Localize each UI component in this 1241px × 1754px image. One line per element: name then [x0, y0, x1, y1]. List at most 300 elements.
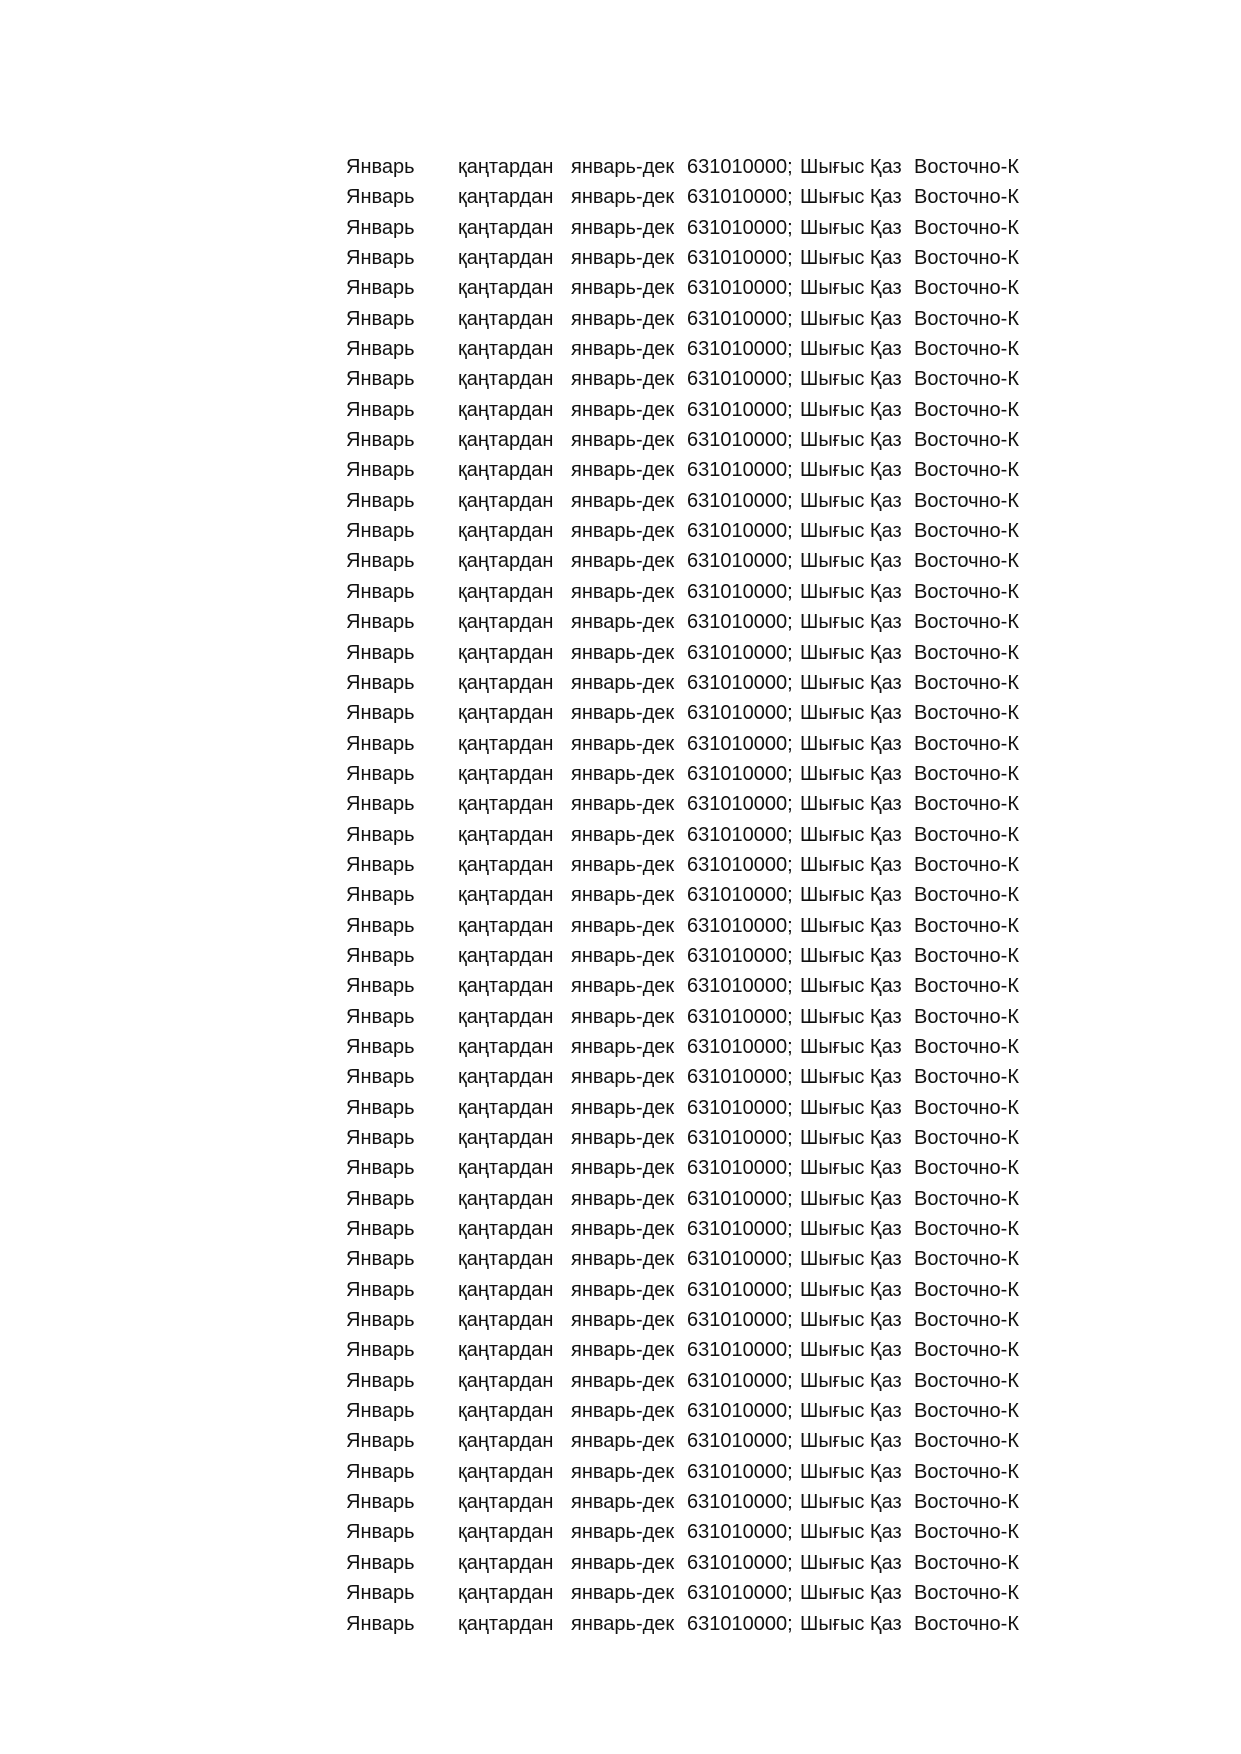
period-ru-cell: январь-дек: [571, 489, 675, 512]
table-row: [346, 971, 1026, 1001]
table-row: [346, 1123, 1026, 1153]
code-cell: 631010000;: [687, 1491, 793, 1514]
code-cell: 631010000;: [687, 1582, 793, 1605]
period-kz-cell: қаңтардан: [458, 1369, 554, 1392]
region-ru-cell: Восточно-К: [914, 1005, 1019, 1028]
region-kz-cell: Шығыс Қаз: [800, 459, 902, 482]
month-cell: Январь: [346, 580, 415, 603]
month-cell: Январь: [346, 1430, 415, 1453]
month-cell: Январь: [346, 216, 415, 239]
period-ru-cell: январь-дек: [571, 1035, 675, 1058]
period-ru-cell: январь-дек: [571, 671, 675, 694]
region-ru-cell: Восточно-К: [914, 975, 1019, 998]
period-ru-cell: январь-дек: [571, 1612, 675, 1635]
table-row: [346, 759, 1026, 789]
period-ru-cell: январь-дек: [571, 1400, 675, 1423]
period-ru-cell: январь-дек: [571, 702, 675, 725]
period-kz-cell: қаңтардан: [458, 1339, 554, 1362]
table-row: [346, 1093, 1026, 1123]
region-ru-cell: Восточно-К: [914, 1035, 1019, 1058]
region-kz-cell: Шығыс Қаз: [800, 156, 902, 178]
month-cell: Январь: [346, 1005, 415, 1028]
region-kz-cell: Шығыс Қаз: [800, 550, 902, 573]
region-kz-cell: Шығыс Қаз: [800, 853, 902, 876]
code-cell: 631010000;: [687, 247, 793, 270]
code-cell: 631010000;: [687, 914, 793, 937]
month-cell: Январь: [346, 368, 415, 391]
code-cell: 631010000;: [687, 944, 793, 967]
month-cell: Январь: [346, 1491, 415, 1514]
period-ru-cell: январь-дек: [571, 1248, 675, 1271]
month-cell: Январь: [346, 914, 415, 937]
code-cell: 631010000;: [687, 1309, 793, 1332]
code-cell: 631010000;: [687, 1035, 793, 1058]
table-row: [346, 820, 1026, 850]
month-cell: Январь: [346, 489, 415, 512]
month-cell: Январь: [346, 1400, 415, 1423]
month-cell: Январь: [346, 671, 415, 694]
period-ru-cell: январь-дек: [571, 1460, 675, 1483]
code-cell: 631010000;: [687, 1521, 793, 1544]
region-ru-cell: Восточно-К: [914, 459, 1019, 482]
period-ru-cell: январь-дек: [571, 247, 675, 270]
region-ru-cell: Восточно-К: [914, 884, 1019, 907]
period-ru-cell: январь-дек: [571, 641, 675, 664]
code-cell: 631010000;: [687, 1339, 793, 1362]
month-cell: Январь: [346, 1460, 415, 1483]
code-cell: 631010000;: [687, 1400, 793, 1423]
region-ru-cell: Восточно-К: [914, 1248, 1019, 1271]
table-row: [346, 577, 1026, 607]
period-kz-cell: қаңтардан: [458, 944, 554, 967]
period-ru-cell: январь-дек: [571, 1491, 675, 1514]
period-kz-cell: қаңтардан: [458, 186, 554, 209]
region-ru-cell: Восточно-К: [914, 368, 1019, 391]
table-row: [346, 1609, 1026, 1639]
month-cell: Январь: [346, 944, 415, 967]
table-row: [346, 1396, 1026, 1426]
month-cell: Январь: [346, 641, 415, 664]
month-cell: Январь: [346, 1066, 415, 1089]
region-kz-cell: Шығыс Қаз: [800, 1187, 902, 1210]
code-cell: 631010000;: [687, 186, 793, 209]
code-cell: 631010000;: [687, 1460, 793, 1483]
region-kz-cell: Шығыс Қаз: [800, 1218, 902, 1241]
code-cell: 631010000;: [687, 975, 793, 998]
region-kz-cell: Шығыс Қаз: [800, 1612, 902, 1635]
period-kz-cell: қаңтардан: [458, 1157, 554, 1180]
code-cell: 631010000;: [687, 156, 793, 178]
period-kz-cell: қаңтардан: [458, 1035, 554, 1058]
code-cell: 631010000;: [687, 1187, 793, 1210]
period-kz-cell: қаңтардан: [458, 1096, 554, 1119]
region-kz-cell: Шығыс Қаз: [800, 884, 902, 907]
period-kz-cell: қаңтардан: [458, 277, 554, 300]
month-cell: Январь: [346, 1096, 415, 1119]
region-kz-cell: Шығыс Қаз: [800, 1430, 902, 1453]
table-row: [346, 1244, 1026, 1274]
month-cell: Январь: [346, 611, 415, 634]
code-cell: 631010000;: [687, 1278, 793, 1301]
month-cell: Январь: [346, 247, 415, 270]
period-kz-cell: қаңтардан: [458, 338, 554, 361]
region-ru-cell: Восточно-К: [914, 489, 1019, 512]
table-row: [346, 880, 1026, 910]
region-ru-cell: Восточно-К: [914, 580, 1019, 603]
period-ru-cell: январь-дек: [571, 1127, 675, 1149]
region-ru-cell: Восточно-К: [914, 520, 1019, 543]
code-cell: 631010000;: [687, 368, 793, 391]
region-ru-cell: Восточно-К: [914, 398, 1019, 421]
code-cell: 631010000;: [687, 762, 793, 785]
period-kz-cell: қаңтардан: [458, 580, 554, 603]
month-cell: Январь: [346, 1582, 415, 1605]
period-ru-cell: январь-дек: [571, 580, 675, 603]
period-ru-cell: январь-дек: [571, 853, 675, 876]
region-kz-cell: Шығыс Қаз: [800, 398, 902, 421]
table-row: [346, 638, 1026, 668]
table-row: [346, 546, 1026, 576]
period-kz-cell: қаңтардан: [458, 216, 554, 239]
period-kz-cell: қаңтардан: [458, 398, 554, 421]
period-kz-cell: қаңтардан: [458, 914, 554, 937]
table-row: [346, 152, 1026, 182]
code-cell: 631010000;: [687, 1551, 793, 1574]
table-row: [346, 364, 1026, 394]
table-row: [346, 850, 1026, 880]
period-kz-cell: қаңтардан: [458, 793, 554, 816]
table-row: [346, 1366, 1026, 1396]
month-cell: Январь: [346, 186, 415, 209]
region-kz-cell: Шығыс Қаз: [800, 1157, 902, 1180]
period-ru-cell: январь-дек: [571, 429, 675, 452]
period-ru-cell: январь-дек: [571, 944, 675, 967]
code-cell: 631010000;: [687, 823, 793, 846]
period-kz-cell: қаңтардан: [458, 247, 554, 270]
code-cell: 631010000;: [687, 429, 793, 452]
region-kz-cell: Шығыс Қаз: [800, 580, 902, 603]
table-row: [346, 425, 1026, 455]
region-ru-cell: Восточно-К: [914, 1157, 1019, 1180]
month-cell: Январь: [346, 732, 415, 755]
region-ru-cell: Восточно-К: [914, 914, 1019, 937]
period-ru-cell: январь-дек: [571, 1096, 675, 1119]
period-ru-cell: январь-дек: [571, 975, 675, 998]
code-cell: 631010000;: [687, 702, 793, 725]
region-kz-cell: Шығыс Қаз: [800, 368, 902, 391]
period-kz-cell: қаңтардан: [458, 1582, 554, 1605]
region-ru-cell: Восточно-К: [914, 1430, 1019, 1453]
code-cell: 631010000;: [687, 1248, 793, 1271]
table-row: [346, 607, 1026, 637]
month-cell: Январь: [346, 398, 415, 421]
region-ru-cell: Восточно-К: [914, 156, 1019, 178]
period-kz-cell: қаңтардан: [458, 1218, 554, 1241]
table-row: [346, 1426, 1026, 1456]
period-ru-cell: январь-дек: [571, 216, 675, 239]
region-ru-cell: Восточно-К: [914, 853, 1019, 876]
table-row: [346, 1335, 1026, 1365]
table-row: [346, 455, 1026, 485]
period-ru-cell: январь-дек: [571, 156, 675, 178]
period-kz-cell: қаңтардан: [458, 1248, 554, 1271]
month-cell: Январь: [346, 307, 415, 330]
region-ru-cell: Восточно-К: [914, 1339, 1019, 1362]
table-row: [346, 1457, 1026, 1487]
region-ru-cell: Восточно-К: [914, 429, 1019, 452]
period-ru-cell: январь-дек: [571, 459, 675, 482]
period-kz-cell: қаңтардан: [458, 1278, 554, 1301]
period-ru-cell: январь-дек: [571, 1339, 675, 1362]
region-kz-cell: Шығыс Қаз: [800, 1066, 902, 1089]
month-cell: Январь: [346, 1369, 415, 1392]
region-kz-cell: Шығыс Қаз: [800, 944, 902, 967]
period-kz-cell: қаңтардан: [458, 459, 554, 482]
region-ru-cell: Восточно-К: [914, 1066, 1019, 1089]
table-row: [346, 1487, 1026, 1517]
table-row: [346, 273, 1026, 303]
period-ru-cell: январь-дек: [571, 1187, 675, 1210]
month-cell: Январь: [346, 793, 415, 816]
period-ru-cell: январь-дек: [571, 398, 675, 421]
region-kz-cell: Шығыс Қаз: [800, 611, 902, 634]
table-row: [346, 1305, 1026, 1335]
code-cell: 631010000;: [687, 338, 793, 361]
code-cell: 631010000;: [687, 611, 793, 634]
region-ru-cell: Восточно-К: [914, 702, 1019, 725]
region-ru-cell: Восточно-К: [914, 1096, 1019, 1119]
period-ru-cell: январь-дек: [571, 368, 675, 391]
region-kz-cell: Шығыс Қаз: [800, 702, 902, 725]
period-ru-cell: январь-дек: [571, 762, 675, 785]
code-cell: 631010000;: [687, 216, 793, 239]
code-cell: 631010000;: [687, 398, 793, 421]
region-ru-cell: Восточно-К: [914, 1612, 1019, 1635]
code-cell: 631010000;: [687, 489, 793, 512]
region-kz-cell: Шығыс Қаз: [800, 186, 902, 209]
region-ru-cell: Восточно-К: [914, 1278, 1019, 1301]
code-cell: 631010000;: [687, 520, 793, 543]
code-cell: 631010000;: [687, 793, 793, 816]
table-row: [346, 668, 1026, 698]
region-ru-cell: Восточно-К: [914, 762, 1019, 785]
period-kz-cell: қаңтардан: [458, 732, 554, 755]
period-kz-cell: қаңтардан: [458, 671, 554, 694]
period-ru-cell: январь-дек: [571, 1218, 675, 1241]
region-ru-cell: Восточно-К: [914, 1127, 1019, 1149]
period-ru-cell: январь-дек: [571, 1309, 675, 1332]
month-cell: Январь: [346, 1339, 415, 1362]
period-ru-cell: январь-дек: [571, 520, 675, 543]
region-kz-cell: Шығыс Қаз: [800, 1369, 902, 1392]
period-kz-cell: қаңтардан: [458, 975, 554, 998]
table-row: [346, 1275, 1026, 1305]
table-row: [346, 1517, 1026, 1547]
region-kz-cell: Шығыс Қаз: [800, 914, 902, 937]
month-cell: Январь: [346, 338, 415, 361]
region-kz-cell: Шығыс Қаз: [800, 1460, 902, 1483]
period-kz-cell: қаңтардан: [458, 156, 554, 178]
region-ru-cell: Восточно-К: [914, 338, 1019, 361]
table-row: [346, 243, 1026, 273]
region-ru-cell: Восточно-К: [914, 307, 1019, 330]
month-cell: Январь: [346, 702, 415, 725]
month-cell: Январь: [346, 429, 415, 452]
region-ru-cell: Восточно-К: [914, 1400, 1019, 1423]
period-kz-cell: қаңтардан: [458, 550, 554, 573]
period-kz-cell: қаңтардан: [458, 1309, 554, 1332]
code-cell: 631010000;: [687, 307, 793, 330]
period-ru-cell: январь-дек: [571, 732, 675, 755]
table-row: [346, 516, 1026, 546]
period-kz-cell: қаңтардан: [458, 1066, 554, 1089]
region-kz-cell: Шығыс Қаз: [800, 1339, 902, 1362]
code-cell: 631010000;: [687, 459, 793, 482]
period-ru-cell: январь-дек: [571, 1066, 675, 1089]
code-cell: 631010000;: [687, 1612, 793, 1635]
region-kz-cell: Шығыс Қаз: [800, 277, 902, 300]
period-ru-cell: январь-дек: [571, 1551, 675, 1574]
region-kz-cell: Шығыс Қаз: [800, 1309, 902, 1332]
period-kz-cell: қаңтардан: [458, 1127, 554, 1149]
period-kz-cell: қаңтардан: [458, 307, 554, 330]
code-cell: 631010000;: [687, 641, 793, 664]
period-ru-cell: январь-дек: [571, 338, 675, 361]
region-ru-cell: Восточно-К: [914, 550, 1019, 573]
code-cell: 631010000;: [687, 580, 793, 603]
code-cell: 631010000;: [687, 1218, 793, 1241]
table-row: [346, 941, 1026, 971]
table-row: [346, 182, 1026, 212]
table-row: [346, 1153, 1026, 1183]
region-kz-cell: Шығыс Қаз: [800, 1035, 902, 1058]
region-ru-cell: Восточно-К: [914, 1582, 1019, 1605]
month-cell: Январь: [346, 823, 415, 846]
region-kz-cell: Шығыс Қаз: [800, 1127, 902, 1149]
month-cell: Январь: [346, 975, 415, 998]
period-ru-cell: январь-дек: [571, 277, 675, 300]
region-ru-cell: Восточно-К: [914, 1460, 1019, 1483]
period-ru-cell: январь-дек: [571, 1005, 675, 1028]
region-kz-cell: Шығыс Қаз: [800, 1096, 902, 1119]
code-cell: 631010000;: [687, 1005, 793, 1028]
month-cell: Январь: [346, 884, 415, 907]
table-row: [346, 1184, 1026, 1214]
period-ru-cell: январь-дек: [571, 1582, 675, 1605]
region-kz-cell: Шығыс Қаз: [800, 671, 902, 694]
period-kz-cell: қаңтардан: [458, 1460, 554, 1483]
period-ru-cell: январь-дек: [571, 307, 675, 330]
region-ru-cell: Восточно-К: [914, 1187, 1019, 1210]
table-row: [346, 1214, 1026, 1244]
region-ru-cell: Восточно-К: [914, 823, 1019, 846]
region-kz-cell: Шығыс Қаз: [800, 823, 902, 846]
code-cell: 631010000;: [687, 1096, 793, 1119]
period-ru-cell: январь-дек: [571, 1278, 675, 1301]
region-kz-cell: Шығыс Қаз: [800, 732, 902, 755]
code-cell: 631010000;: [687, 550, 793, 573]
month-cell: Январь: [346, 156, 415, 178]
month-cell: Январь: [346, 1127, 415, 1149]
month-cell: Январь: [346, 1248, 415, 1271]
region-kz-cell: Шығыс Қаз: [800, 762, 902, 785]
period-kz-cell: қаңтардан: [458, 1400, 554, 1423]
region-kz-cell: Шығыс Қаз: [800, 216, 902, 239]
region-kz-cell: Шығыс Қаз: [800, 307, 902, 330]
region-ru-cell: Восточно-К: [914, 944, 1019, 967]
region-ru-cell: Восточно-К: [914, 1309, 1019, 1332]
period-kz-cell: қаңтардан: [458, 1430, 554, 1453]
code-cell: 631010000;: [687, 1157, 793, 1180]
region-ru-cell: Восточно-К: [914, 277, 1019, 300]
period-kz-cell: қаңтардан: [458, 1521, 554, 1544]
table-row: [346, 1578, 1026, 1608]
data-table: [346, 152, 1026, 1639]
table-row: [346, 334, 1026, 364]
region-kz-cell: Шығыс Қаз: [800, 1551, 902, 1574]
period-kz-cell: қаңтардан: [458, 489, 554, 512]
month-cell: Январь: [346, 1521, 415, 1544]
month-cell: Январь: [346, 520, 415, 543]
region-ru-cell: Восточно-К: [914, 611, 1019, 634]
period-kz-cell: қаңтардан: [458, 429, 554, 452]
region-ru-cell: Восточно-К: [914, 732, 1019, 755]
period-kz-cell: қаңтардан: [458, 1612, 554, 1635]
month-cell: Январь: [346, 853, 415, 876]
period-ru-cell: январь-дек: [571, 1157, 675, 1180]
period-ru-cell: январь-дек: [571, 884, 675, 907]
table-row: [346, 1548, 1026, 1578]
period-ru-cell: январь-дек: [571, 1369, 675, 1392]
period-kz-cell: қаңтардан: [458, 1005, 554, 1028]
period-kz-cell: қаңтардан: [458, 702, 554, 725]
code-cell: 631010000;: [687, 1369, 793, 1392]
period-ru-cell: январь-дек: [571, 1521, 675, 1544]
month-cell: Январь: [346, 277, 415, 300]
region-ru-cell: Восточно-К: [914, 793, 1019, 816]
table-row: [346, 789, 1026, 819]
month-cell: Январь: [346, 1309, 415, 1332]
region-kz-cell: Шығыс Қаз: [800, 338, 902, 361]
region-kz-cell: Шығыс Қаз: [800, 1278, 902, 1301]
region-kz-cell: Шығыс Қаз: [800, 520, 902, 543]
table-row: [346, 304, 1026, 334]
region-kz-cell: Шығыс Қаз: [800, 1582, 902, 1605]
region-kz-cell: Шығыс Қаз: [800, 247, 902, 270]
region-ru-cell: Восточно-К: [914, 216, 1019, 239]
period-kz-cell: қаңтардан: [458, 853, 554, 876]
period-ru-cell: январь-дек: [571, 823, 675, 846]
table-row: [346, 395, 1026, 425]
period-kz-cell: қаңтардан: [458, 368, 554, 391]
code-cell: 631010000;: [687, 853, 793, 876]
region-ru-cell: Восточно-К: [914, 1369, 1019, 1392]
period-kz-cell: қаңтардан: [458, 641, 554, 664]
region-kz-cell: Шығыс Қаз: [800, 1248, 902, 1271]
region-ru-cell: Восточно-К: [914, 1551, 1019, 1574]
code-cell: 631010000;: [687, 884, 793, 907]
region-kz-cell: Шығыс Қаз: [800, 1521, 902, 1544]
month-cell: Январь: [346, 1551, 415, 1574]
period-kz-cell: қаңтардан: [458, 611, 554, 634]
month-cell: Январь: [346, 1187, 415, 1210]
code-cell: 631010000;: [687, 1066, 793, 1089]
period-ru-cell: январь-дек: [571, 1430, 675, 1453]
period-kz-cell: қаңтардан: [458, 1187, 554, 1210]
period-ru-cell: январь-дек: [571, 793, 675, 816]
table-row: [346, 486, 1026, 516]
period-ru-cell: январь-дек: [571, 186, 675, 209]
